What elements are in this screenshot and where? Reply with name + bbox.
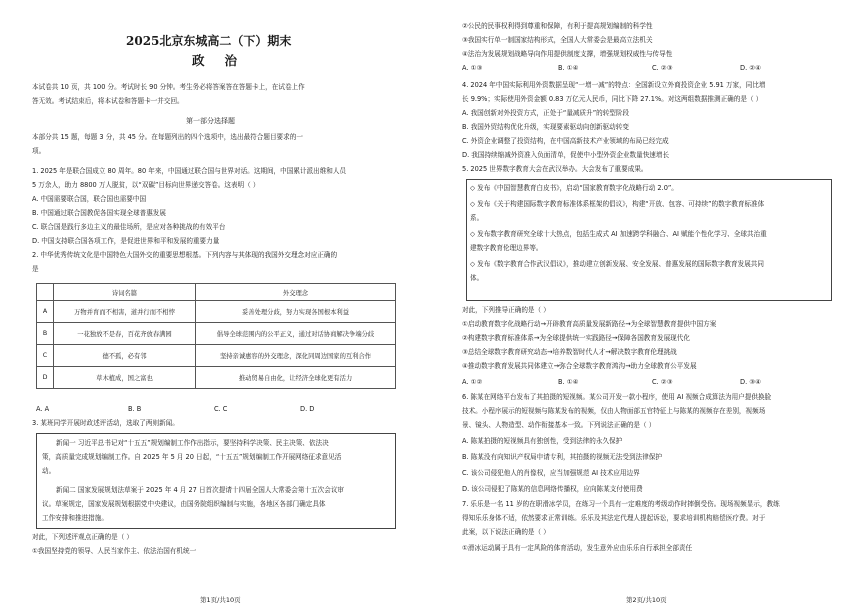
table-row <box>37 367 396 389</box>
news-line: 工作安排和推进措施。 <box>42 514 108 522</box>
news-line: 新闻一 习近平总书记对“十五五”规划编制工作作出指示，要坚持科学决策、民主决策、依法决 <box>56 439 329 447</box>
row-poem: 一花独放不是春，百花齐放春满园 <box>54 323 196 345</box>
page-number-right: 第2页/共10页 <box>626 596 667 604</box>
box-line: 建数字教育伦理边界等。 <box>470 244 543 252</box>
box-line: ◇ 发布《数字教育合作武汉倡议》，推动建立创新发展、安全发展、普惠发展的国际数字教育发展共同 <box>470 260 764 268</box>
q3-stem: 3. 某班同学开展时政述评活动，选取了两则新闻。 <box>32 419 179 427</box>
q3-option-d: D. ②④ <box>740 64 762 72</box>
q2-table <box>36 283 396 389</box>
table-row <box>37 345 396 367</box>
intro-line-1: 本试卷共 10 页，共 100 分。考试时长 90 分钟。考生务必将答案答在答题卡上，在试卷上作 <box>32 83 305 91</box>
row-letter: A <box>37 301 54 323</box>
q1-stem-2: 5 万余人，助力 8800 万人脱贫，以“双碳”目标向世界递交答卷。这表明（ ） <box>32 181 260 189</box>
q5-option-d: D. ③④ <box>740 378 762 386</box>
q2-option-d: D. D <box>300 405 315 413</box>
q4-option-d: D. 我国持续缩减外资准入负面清单，促使中小型外资企业数量快速增长 <box>462 151 670 159</box>
intro-line-2: 答无效。考试结束后，将本试卷和答题卡一并交回。 <box>32 97 184 105</box>
q6-option-a: A. 陈某拍摄的短视频具有独创性，受到法律的永久保护 <box>462 437 623 445</box>
q6-option-b: B. 陈某没有向知识产权局申请专利，其拍摄的视频无法受到法律保护 <box>462 453 662 461</box>
q5-stem: 5. 2025 世界数字教育大会在武汉举办。大会发布了重要成果。 <box>462 165 648 173</box>
q3-option-c: C. ②③ <box>652 64 673 72</box>
box-line: 系。 <box>470 214 484 222</box>
q1-option-a: A. 中国需要联合国，联合国也需要中国 <box>32 195 147 203</box>
box-line: ◇ 发布《关于构建国际数字教育标准体系框架的倡议》，构建“开放、包容、可持续”的数字教育标准体 <box>470 200 765 208</box>
q6-option-c: C. 该公司侵犯他人的肖像权，应当加强规范 AI 技术应用边界 <box>462 469 640 477</box>
subject-title: 政治 <box>192 53 258 68</box>
q4-option-c: C. 外资企业调整了投资结构，在中国高新技术产业领域的布局已经完成 <box>462 137 669 145</box>
news-line: 策，高质量完成规划编制工作。自 2025 年 5 月 20 日起，“十五五”规划编制工作开展网络征求意见活 <box>42 453 342 461</box>
q5-option-c: C. ②③ <box>652 378 673 386</box>
row-letter: B <box>37 323 54 345</box>
q2-stem-2: 是 <box>32 265 39 273</box>
right-page <box>430 0 860 608</box>
q7-stem-1: 7. 乐乐是一名 11 岁的在职滑冰学员，在练习一个具有一定难度的考级动作时摔倒受伤。现场视频显示，教练 <box>462 500 780 508</box>
section-title: 第一部分选择题 <box>186 117 235 125</box>
box-line: 体。 <box>470 274 484 282</box>
q6-stem-2: 技术。小程序展示的短视频与陈某发布的视频，仅由人物面部五官特征上与陈某的视频存在差别，视频场 <box>462 407 766 415</box>
table-header-row <box>37 284 396 301</box>
q1-option-b: B. 中国通过联合国教促各国实现全球普惠发展 <box>32 209 166 217</box>
q6-option-d: D. 该公司侵犯了陈某的信息网络传播权，应向陈某支付使用费 <box>462 485 643 493</box>
q1-stem-1: 1. 2025 年是联合国成立 80 周年。80 年来，中国通过联合国与世界对话。这期间，中国累计派出维和人员 <box>32 167 347 175</box>
row-idea: 坚持亲诚惠容的外交理念，深化同周边国家的互利合作 <box>196 345 396 367</box>
box-line: ◇ 发布数字教育研究全球十大热点，包括生成式 AI 加速跨学科融合、AI 赋能个性化学习、全球共治重 <box>470 230 767 238</box>
news-line: 动。 <box>42 467 56 475</box>
q5-item-2: ②构建数字教育标准体系→为全球提供统一实践路径→保障各国教育发展现代化 <box>462 334 690 342</box>
q2-stem-1: 2. 中华优秀传统文化是中国特色大国外交的重要思想根基。下列内容与其体现的我国外交理念对应正确的 <box>32 251 338 259</box>
q5-option-b: B. ①④ <box>558 378 579 386</box>
row-letter: D <box>37 367 54 389</box>
q3-item-2: ②公民的民事权利得到尊重和保障，有利于提高规划编制的科学性 <box>462 22 653 30</box>
row-letter: C <box>37 345 54 367</box>
row-idea: 推动贸易自由化，让经济全球化更有活力 <box>196 367 396 389</box>
q1-option-d: D. 中国支持联合国各项工作，是促进世界和平和发展的重要力量 <box>32 237 220 245</box>
q5-item-3: ③总结全球数字教育研究动态→培养数智时代人才→解决数字教育伦理挑战 <box>462 348 677 356</box>
q4-stem-1: 4. 2024 年中国实际利用外资数据呈现“一增一减”的特点：全国新设立外商投资企业 5.91 万家，同比增 <box>462 81 766 89</box>
table-header-idea: 外交理念 <box>196 284 396 301</box>
q6-stem-1: 6. 陈某在网络平台发布了其拍摄的短视频。某公司开发一款小程序，使用 AI 视频合成算法为用户提供换脸 <box>462 393 772 401</box>
q5-follow: 对此，下列推导正确的是（ ） <box>462 306 550 314</box>
box-line: ◇ 发布《中国智慧教育白皮书》，启动“国家教育数字化战略行动 2.0”。 <box>470 184 678 192</box>
q4-stem-2: 长 9.9%；实际使用外资金额 0.83 万亿元人民币，同比下降 27.1%。对这两组数据推测正确的是（ ） <box>462 95 763 103</box>
q6-stem-3: 景、镜头、人物造型、动作衔接基本一致。下列说法正确的是（ ） <box>462 421 656 429</box>
exam-title: 2025北京东城高二（下）期末 <box>126 34 292 48</box>
q5-option-a: A. ①② <box>462 378 483 386</box>
table-header-poem: 诗词名篇 <box>54 284 196 301</box>
row-idea: 妥善处理分歧，努力实现各国根本利益 <box>196 301 396 323</box>
q7-stem-2: 得知乐乐身体不适，依然要求正常训练。乐乐及其法定代理人提起诉讼，要求培训机构赔偿医疗费。对于 <box>462 514 766 522</box>
q4-option-a: A. 我国创新对外投资方式，正处于“量减质升”的转型阶段 <box>462 109 630 117</box>
q7-item-1: ①滑冰运动属于具有一定风险的体育活动，发生意外应由乐乐自行承担全部责任 <box>462 544 693 552</box>
table-row <box>37 323 396 345</box>
q1-option-c: C. 联合国是践行多边主义的最佳场所，是应对各种挑战的有效平台 <box>32 223 226 231</box>
news-line: 新闻二 国家发展规划法草案于 2025 年 4 月 27 日首次提请十四届全国人大常委会第十五次会议审 <box>56 486 345 494</box>
q3-follow: 对此，下列述评观点正确的是（ ） <box>32 533 134 541</box>
table-header-blank <box>37 284 54 301</box>
row-poem: 德不孤，必有邻 <box>54 345 196 367</box>
row-poem: 草木植成，国之富也 <box>54 367 196 389</box>
row-poem: 万物并育而不相害，道并行而不相悖 <box>54 301 196 323</box>
q3-option-b: B. ①④ <box>558 64 579 72</box>
q2-option-c: C. C <box>214 405 228 413</box>
q5-item-4: ④推动数字教育发展共同体建立→弥合全球数字教育鸿沟→助力全球教育公平发展 <box>462 362 697 370</box>
q5-results-box <box>466 179 832 301</box>
q2-option-b: B. B <box>128 405 142 413</box>
q3-option-a: A. ①③ <box>462 64 483 72</box>
table-row <box>37 301 396 323</box>
q5-item-1: ①启动教育数字化战略行动→开辟教育高质量发展新路径→为全球智慧教育提供中国方案 <box>462 320 717 328</box>
q2-option-a: A. A <box>36 405 50 413</box>
section-desc-1: 本部分共 15 题，每题 3 分，共 45 分。在每题列出的四个选项中，选出最符合题目要求的一 <box>32 133 303 141</box>
page-number-left: 第1页/共10页 <box>200 596 241 604</box>
q3-item-3: ③我国实行单一制国家结构形式，全国人大常委会是最高立法机关 <box>462 36 653 44</box>
q7-stem-3: 此案，以下说法正确的是（ ） <box>462 528 550 536</box>
q4-option-b: B. 我国外贸结构优化升级，实现要素驱动向创新驱动转变 <box>462 123 629 131</box>
row-idea: 倡导全球范围内的公平正义，通过对话协商解决争端分歧 <box>196 323 396 345</box>
news-line: 议。草案规定，国家发展规划根据党中央建议，由国务院组织编制与实施，各地区各部门确定具体 <box>42 500 326 508</box>
section-desc-2: 项。 <box>32 147 46 155</box>
q3-item-1: ①我国坚持党的领导、人民当家作主、依法治国有机统一 <box>32 547 197 555</box>
q3-item-4: ④法治为发展规划战略导向作用提供制度支撑，增强规划权威性与传导性 <box>462 50 673 58</box>
